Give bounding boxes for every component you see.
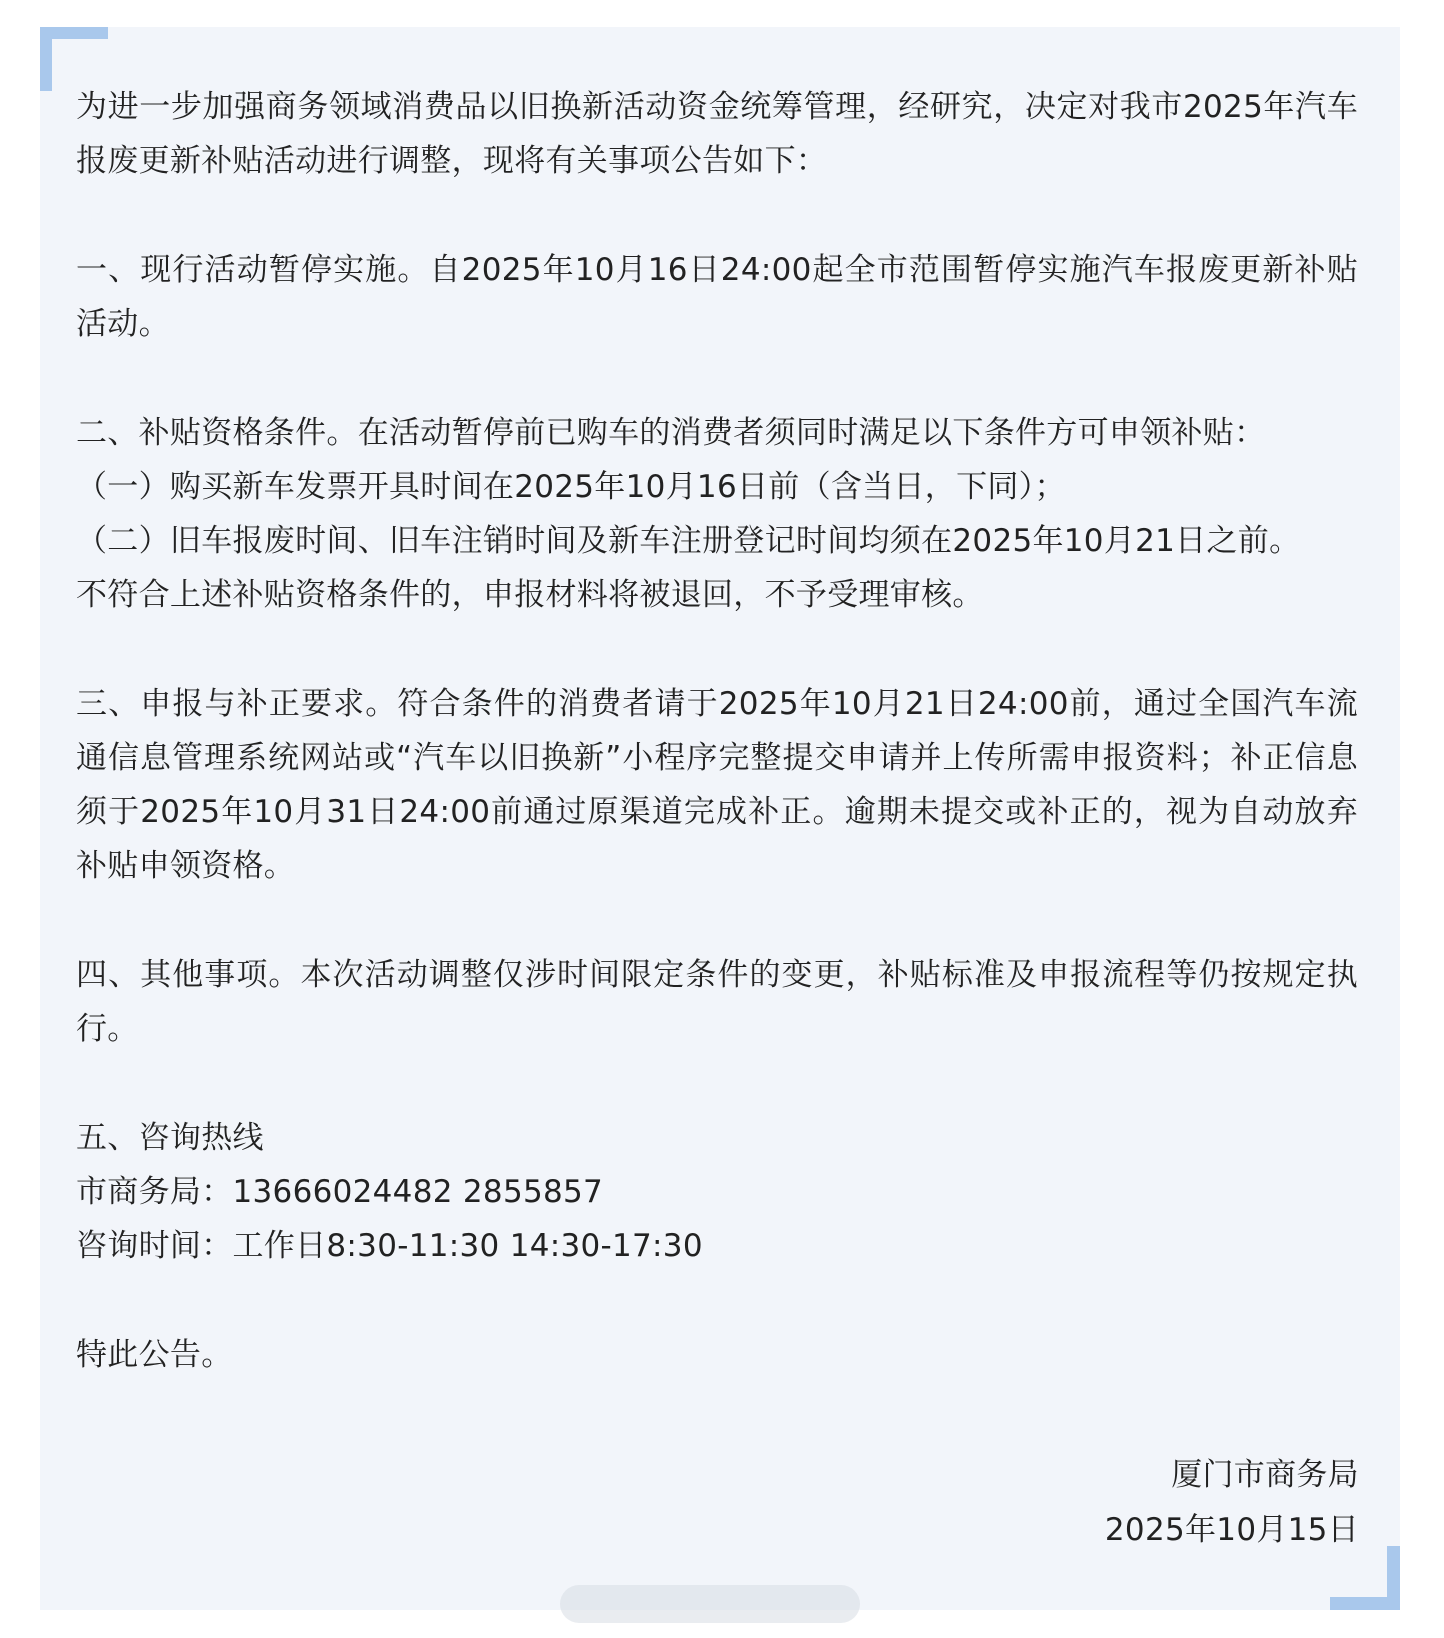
issuer-name: 厦门市商务局 bbox=[1171, 1457, 1359, 1493]
section-2-heading: 二、补贴资格条件。在活动暂停前已购车的消费者须同时满足以下条件方可申领补贴： bbox=[76, 415, 1266, 451]
section-2-item-1: （一）购买新车发票开具时间在2025年10月16日前（含当日，下同）； bbox=[76, 469, 1066, 505]
section-5-heading: 五、咨询热线 bbox=[76, 1120, 264, 1156]
notice-intro: 为进一步加强商务领域消费品以旧换新活动资金统筹管理，经研究，决定对我市2025年汽车报废更新补贴活动进行调整，现将有关事项公告如下： bbox=[76, 89, 1358, 179]
watermark-overlay bbox=[560, 1585, 860, 1623]
hotline-hours: 咨询时间：工作日8:30-11:30 14:30-17:30 bbox=[76, 1228, 703, 1264]
section-2-note: 不符合上述补贴资格条件的，申报材料将被退回，不予受理审核。 bbox=[76, 577, 984, 613]
corner-accent-top-left-horizontal bbox=[40, 27, 108, 39]
section-3: 三、申报与补正要求。符合条件的消费者请于2025年10月21日24:00前，通过全国汽车流通信息管理系统网站或“汽车以旧换新”小程序完整提交申请并上传所需申报资料；补正信息须于2025年10月31日24:00前通过原渠道完成补正。逾期未提交或补正的，视为自动放弃补贴申领资格。 bbox=[76, 686, 1358, 884]
notice-body bbox=[76, 80, 1358, 1382]
corner-accent-bottom-right-horizontal bbox=[1330, 1597, 1400, 1610]
closing-line: 特此公告。 bbox=[76, 1337, 233, 1373]
issue-date: 2025年10月15日 bbox=[1104, 1512, 1359, 1548]
section-1: 一、现行活动暂停实施。自2025年10月16日24:00起全市范围暂停实施汽车报废更新补贴活动。 bbox=[76, 252, 1358, 342]
hotline-phone: 市商务局：13666024482 2855857 bbox=[76, 1174, 604, 1210]
section-4: 四、其他事项。本次活动调整仅涉时间限定条件的变更，补贴标准及申报流程等仍按规定执行。 bbox=[76, 957, 1358, 1047]
signature-block bbox=[1105, 1448, 1359, 1558]
section-2-item-2: （二）旧车报废时间、旧车注销时间及新车注册登记时间均须在2025年10月21日之前。 bbox=[76, 523, 1301, 559]
